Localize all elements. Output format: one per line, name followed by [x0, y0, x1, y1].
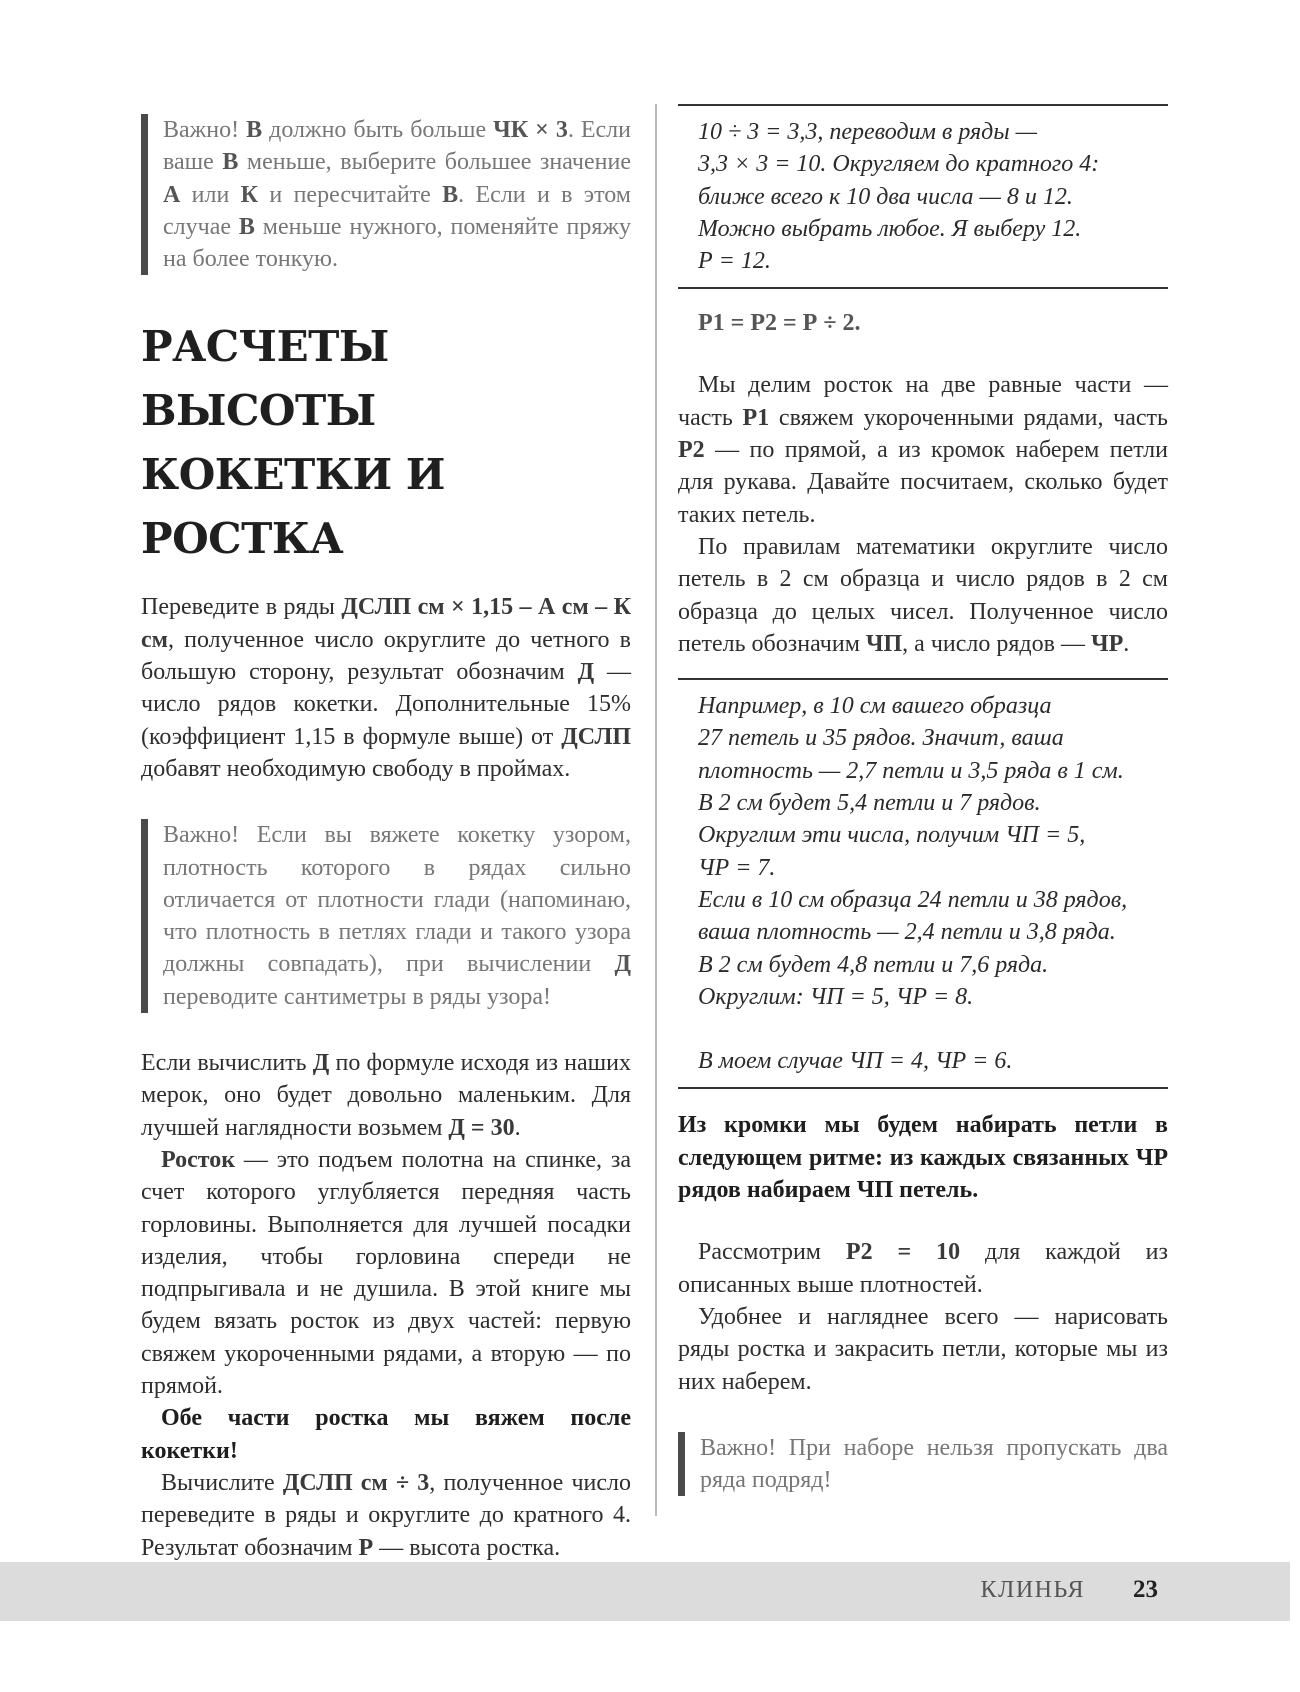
paragraph-yoke-rows: Переведите в ряды ДСЛП см × 1,15 – А см – К см, полученное число округлите до четного в большую сторону, результат обозначим Д — число рядов кокетки. Дополнительные 15% (коэффициент 1,15 в формуле выше) от ДСЛП добавят необходимую свободу в проймах. — [141, 594, 632, 782]
note-skip-rows: Важно! При наборе нельзя пропускать два ряда подряд! — [678, 1432, 1168, 1497]
example-line: В 2 см будет 4,8 петли и 7,6 ряда. — [698, 951, 1049, 978]
example-line: Если в 10 см образца 24 петли и 38 рядов, — [698, 886, 1128, 913]
example-line: Например, в 10 см вашего образца — [698, 693, 1052, 720]
example-box-r — [678, 104, 1168, 289]
paragraph-compute-r: Вычислите ДСЛП см ÷ 3, полученное число переведите в ряды и округлите до кратного 4. Результат обозначим Р — высота ростка. — [141, 1469, 632, 1561]
example-line: 3,3 × 3 = 10. Округляем до кратного 4: — [698, 151, 1100, 178]
formula-r1-r2: Р1 = Р2 = Р ÷ 2. — [698, 310, 861, 337]
example-line: плотность — 2,7 петли и 3,5 ряда в 1 см. — [698, 757, 1124, 784]
paragraph-rounding: По правилам математики округлите число петель в 2 см образца и число рядов в 2 см образца до целых чисел. Полученное число петель обозначим ЧП, а число рядов — ЧР. — [678, 533, 1168, 657]
example-line: Р = 12. — [698, 248, 771, 275]
example-line: 10 ÷ 3 = 3,3, переводим в ряды — — [698, 119, 1037, 145]
paragraph-rostok: Росток — это подъем полотна на спинке, за счет которого углубляется передняя часть горловины. Выполняется для лучшей посадки изделия, чтобы горловина спереди не подпрыгивала и не душила. В этой книге мы будем вязать росток из двух частей: первую свяжем укороченными рядами, а вторую — по прямой. — [141, 1146, 631, 1400]
left-column — [141, 114, 631, 1564]
example-line: Можно выбрать любое. Я выберу 12. — [698, 215, 1082, 242]
column-divider — [655, 104, 657, 1516]
example-line: Округлим: ЧП = 5, ЧР = 8. — [698, 983, 974, 1010]
example-line: В моем случае ЧП = 4, ЧР = 6. — [698, 1048, 1013, 1075]
note-pattern-density: Важно! Если вы вяжете кокетку узором, плотность которого в рядах сильно отличается от плотности глади (напоминаю, что плотность в петлях глади и такого узора должны совпадать), при вычислении Д переводите сантиметры в ряды узора! — [141, 819, 631, 1013]
example-box-density — [678, 678, 1168, 1089]
footer-section-title: КЛИНЬЯ — [980, 1577, 1085, 1603]
paragraph-both-parts: Обе части ростка мы вяжем после кокетки! — [141, 1405, 631, 1464]
example-line: ЧР = 7. — [698, 854, 776, 881]
section-heading: РАСЧЕТЫ ВЫСОТЫ КОКЕТКИ И РОСТКА — [141, 322, 445, 564]
emphasis-rhythm: Из кромки мы будем набирать петли в следующем ритме: из каждых связанных ЧР рядов набираем ЧП петель. — [678, 1112, 1168, 1204]
example-line: ваша плотность — 2,4 петли и 3,8 ряда. — [698, 919, 1116, 946]
note-important-b: Важно! В должно быть больше ЧК × 3. Если ваше В меньше, выберите большее значение А или К и пересчитайте В. Если и в этом случае В меньше нужного, поменяйте пряжу на более тонкую. — [141, 114, 631, 275]
example-line: 27 петель и 35 рядов. Значит, ваша — [698, 725, 1064, 752]
right-column — [678, 104, 1168, 1496]
example-line: В 2 см будет 5,4 петли и 7 рядов. — [698, 790, 1041, 817]
example-line — [698, 1013, 1168, 1045]
example-line: Округлим эти числа, получим ЧП = 5, — [698, 822, 1086, 849]
page-number: 23 — [1133, 1576, 1158, 1603]
paragraph-d-value: Если вычислить Д по формуле исходя из наших мерок, оно будет довольно маленьким. Для лучшей наглядности возьмем Д = 30. — [141, 1050, 631, 1141]
paragraph-consider-p2: Рассмотрим Р2 = 10 для каждой из описанных выше плотностей. — [678, 1239, 1169, 1298]
example-line: ближе всего к 10 два числа — 8 и 12. — [698, 183, 1073, 210]
paragraph-split-rostok: Мы делим росток на две равные части — часть Р1 свяжем укороченными рядами, часть Р2 — по прямой, а из кромок наберем петли для рукава. Давайте посчитаем, сколько будет таких петель. — [678, 372, 1168, 528]
paragraph-draw-rows: Удобнее и нагляднее всего — нарисовать ряды ростка и закрасить петли, которые мы из них наберем. — [678, 1303, 1168, 1395]
footer-bar — [0, 1562, 1290, 1621]
